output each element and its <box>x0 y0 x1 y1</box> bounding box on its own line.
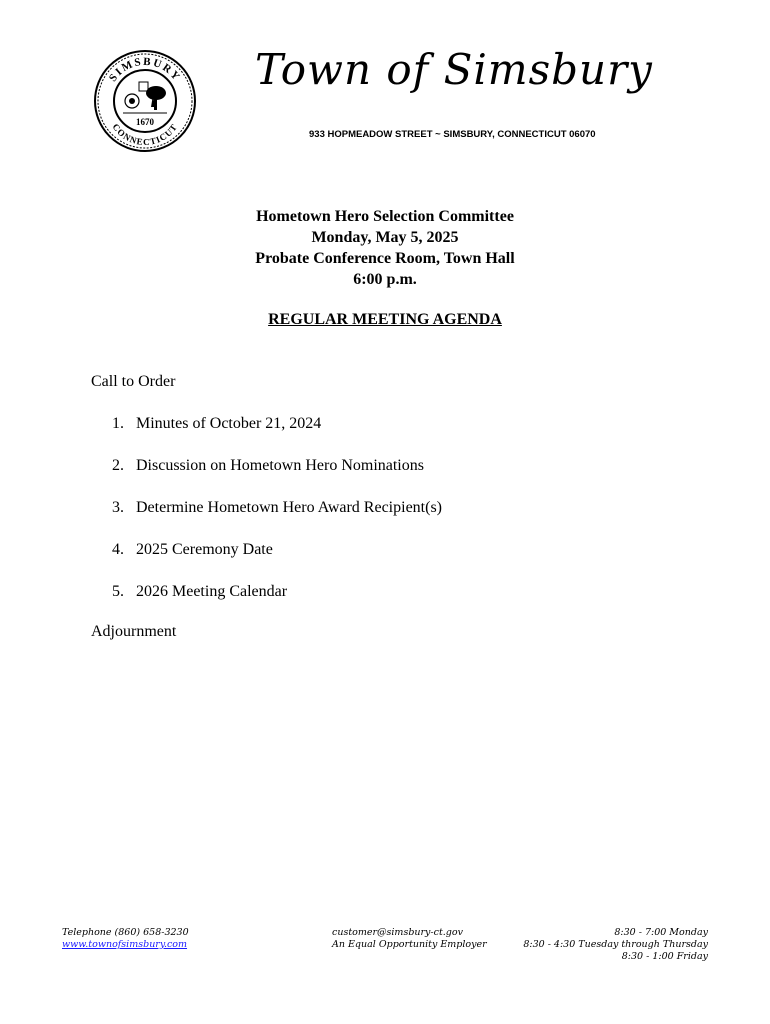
footer-email-block <box>332 927 487 951</box>
svg-text:SIMSBURY: SIMSBURY <box>106 55 184 85</box>
agenda-item-text: 2026 Meeting Calendar <box>136 583 288 600</box>
meeting-time: 6:00 p.m. <box>353 271 417 288</box>
agenda-item-number: 3. <box>112 499 124 516</box>
agenda-item <box>112 541 442 583</box>
agenda-item-number: 2. <box>112 457 124 474</box>
footer-contact <box>62 927 189 951</box>
svg-text:CONNECTICUT: CONNECTICUT <box>110 121 180 148</box>
town-name-title: Town of Simsbury <box>255 45 653 94</box>
agenda-list <box>112 415 442 625</box>
footer-hours-line: 8:30 - 4:30 Tuesday through Thursday <box>523 939 708 950</box>
town-seal-logo <box>93 49 197 153</box>
footer-email: customer@simsbury-ct.gov <box>332 927 463 938</box>
agenda-item-number: 5. <box>112 583 124 600</box>
meeting-date: Monday, May 5, 2025 <box>311 229 459 246</box>
meeting-location: Probate Conference Room, Town Hall <box>255 250 515 267</box>
footer-employer: An Equal Opportunity Employer <box>332 939 487 950</box>
svg-text:1670: 1670 <box>136 117 154 127</box>
footer-website-link[interactable]: www.townofsimsbury.com <box>62 939 188 950</box>
meeting-heading <box>0 206 770 290</box>
agenda-item-text: Determine Hometown Hero Award Recipient(s) <box>136 499 442 516</box>
footer-phone: Telephone (860) 658-3230 <box>62 927 189 938</box>
agenda-item-text: Minutes of October 21, 2024 <box>136 415 322 432</box>
agenda-item <box>112 583 442 625</box>
agenda-item-number: 1. <box>112 415 124 432</box>
agenda-item <box>112 457 442 499</box>
agenda-item <box>112 499 442 541</box>
call-to-order: Call to Order <box>91 373 176 390</box>
agenda-item-number: 4. <box>112 541 124 558</box>
footer-hours <box>523 927 708 963</box>
agenda-item <box>112 415 442 457</box>
footer-hours-line: 8:30 - 7:00 Monday <box>614 927 708 938</box>
agenda-title: REGULAR MEETING AGENDA <box>268 311 502 328</box>
footer-hours-line: 8:30 - 1:00 Friday <box>621 951 708 962</box>
agenda-item-text: Discussion on Hometown Hero Nominations <box>136 457 424 474</box>
adjournment: Adjournment <box>91 623 177 640</box>
committee-name: Hometown Hero Selection Committee <box>256 208 514 225</box>
town-address: 933 HOPMEADOW STREET ~ SIMSBURY, CONNECTICUT 06070 <box>309 129 596 140</box>
agenda-item-text: 2025 Ceremony Date <box>136 541 273 558</box>
